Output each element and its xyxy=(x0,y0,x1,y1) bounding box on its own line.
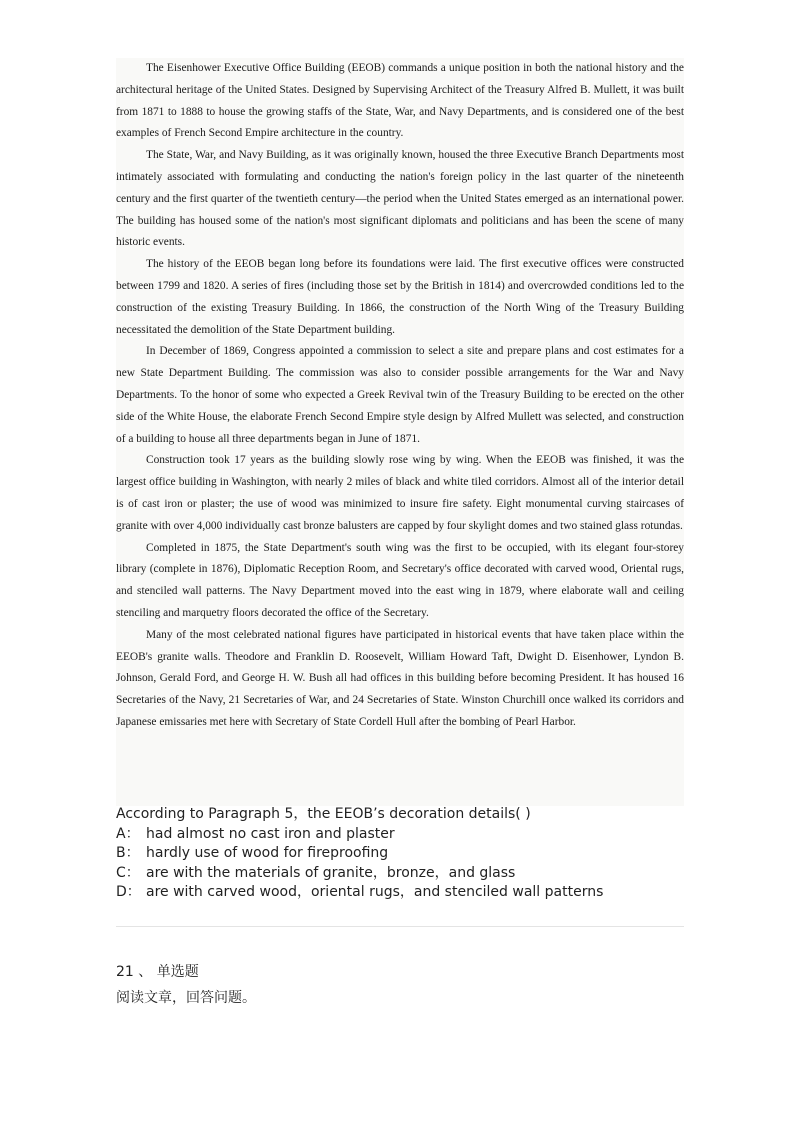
passage-paragraph: In December of 1869, Congress appointed a commission to select a site and prepare plans and cost estimates for a new State Department Building. The commission was also to consider possible arrangements for the War and Navy Departments. To the honor of some who expected a Greek Revival twin of the Treasury Building to be erected on the other side of the White House, the elaborate French Second Empire style design by Alfred Mullett was selected, and construction of a building to house all three departments began in June of 1871. xyxy=(116,345,684,445)
question-block xyxy=(116,805,716,903)
option-letter: A： xyxy=(116,825,140,842)
option-text: had almost no cast iron and plaster xyxy=(146,825,395,842)
passage-paragraph: Construction took 17 years as the building slowly rose wing by wing. When the EEOB was finished, it was the largest office building in Washington, with nearly 2 miles of black and white tiled corridors. Almost all of the interior detail is of cast iron or plaster; the use of wood was minimized to insure fire safety. Eight monumental curving staircases of granite with over 4,000 individually cast bronze balusters are capped by four skylight domes and two stained glass rotundas. xyxy=(116,454,684,532)
option-c[interactable] xyxy=(116,864,716,884)
option-letter: D： xyxy=(116,884,141,900)
option-a[interactable] xyxy=(116,825,716,845)
option-letter: B： xyxy=(116,845,140,861)
option-d[interactable] xyxy=(116,883,716,903)
passage-paragraph: Many of the most celebrated national figures have participated in historical events that have taken place within the EEOB's granite walls. Theodore and Franklin D. Roosevelt, William Howard Taft, Dwight D. Eisenhower, Lyndon B. Johnson, Gerald Ford, and George H. W. Bush all had offices in this building before becoming President. It has housed 16 Secretaries of the Navy, 21 Secretaries of War, and 24 Secretaries of State. Winston Churchill once walked its corridors and Japanese emissaries met here with Secretary of State Cordell Hull after the bombing of Pearl Harbor. xyxy=(116,628,684,728)
passage-paragraph: The history of the EEOB began long before its foundations were laid. The first executive offices were constructed between 1799 and 1820. A series of fires (including those set by the British in 1814) and overcrowded conditions led to the construction of the existing Treasury Building. In 1866, the construction of the North Wing of the Treasury Building necessitated the demolition of the State Department building. xyxy=(116,258,684,336)
option-text: are with carved wood，oriental rugs，and stenciled wall patterns xyxy=(146,884,604,900)
next-question-number: 21 、 单选题 xyxy=(116,964,199,980)
question-stem: According to Paragraph 5，the EEOB’s decoration details( ) xyxy=(116,806,531,822)
passage-paragraph: Completed in 1875, the State Department's south wing was the first to be occupied, with its elegant four-storey library (complete in 1876), Diplomatic Reception Room, and Secretary's office decorated with carved wood, Oriental rugs, and stenciled wall patterns. The Navy Department moved into the east wing in 1879, where elaborate wall and ceiling stenciling and marquetry floors decorated the office of the Secretary. xyxy=(116,541,684,619)
next-question-instruction: 阅读文章，回答问题。 xyxy=(116,990,256,1006)
divider xyxy=(116,926,684,927)
option-text: hardly use of wood for fireproofing xyxy=(146,845,389,861)
option-b[interactable] xyxy=(116,844,716,864)
passage-paragraph: The Eisenhower Executive Office Building (EEOB) commands a unique position in both the national history and the architectural heritage of the United States. Designed by Supervising Architect of the Treasury Alfred B. Mullett, it was built from 1871 to 1888 to house the growing staffs of the State, War, and Navy Departments, and is considered one of the best examples of French Second Empire architecture in the country. xyxy=(116,62,684,140)
option-text: are with the materials of granite，bronze，and glass xyxy=(146,864,516,881)
option-letter: C： xyxy=(116,864,140,881)
passage-image xyxy=(116,58,684,806)
passage-paragraph: The State, War, and Navy Building, as it was originally known, housed the three Executive Branch Departments most intimately associated with formulating and conducting the nation's foreign policy in the last quarter of the nineteenth century and the first quarter of the twentieth century—the period when the United States emerged as an international power. The building has housed some of the nation's most significant diplomats and politicians and has been the scene of many historic events. xyxy=(116,149,684,249)
